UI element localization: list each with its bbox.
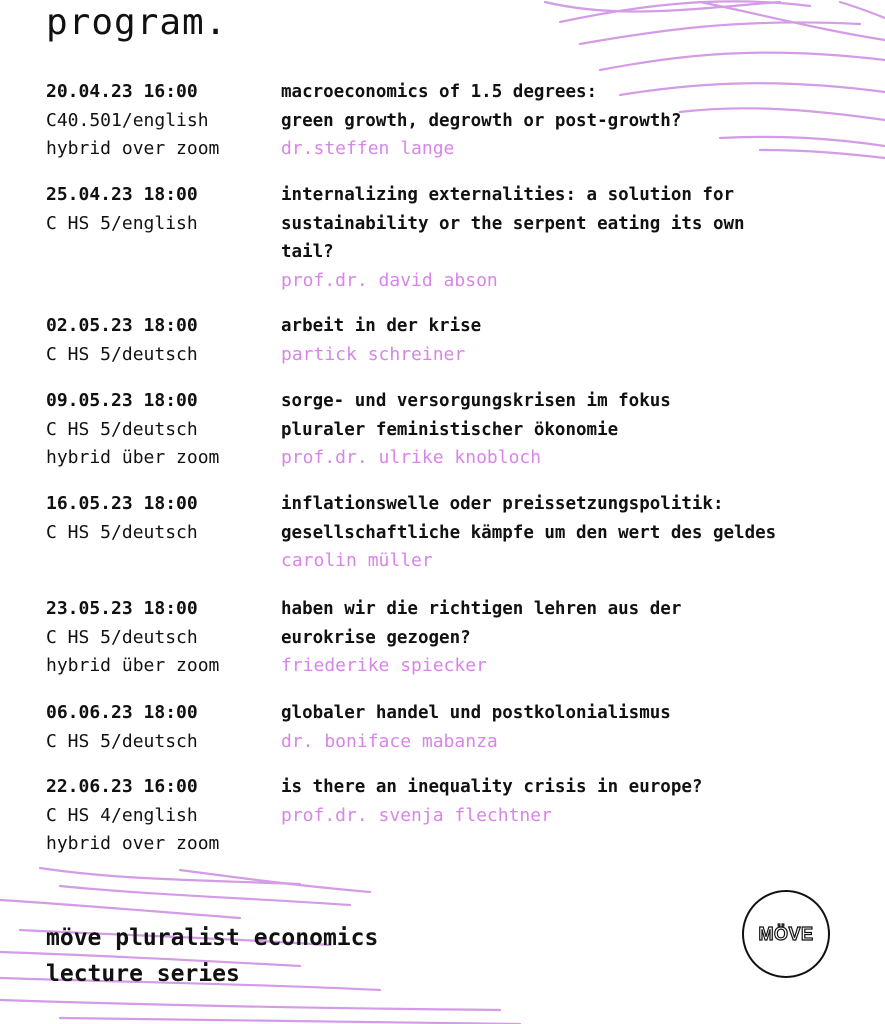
event-date: 25.04.23 18:00 [46,184,198,205]
event-speaker: prof.dr. ulrike knobloch [281,447,542,468]
event-speaker: partick schreiner [281,343,466,365]
series-title-line2: lecture series [46,961,240,987]
event-title-line: inflationswelle oder preissetzungspolitik: [281,494,724,514]
event-date: 23.05.23 18:00 [46,598,198,619]
event-mode: hybrid over zoom [46,138,220,159]
event-room: C HS 5/deutsch [46,521,198,543]
event-mode: hybrid über zoom [46,655,220,676]
series-title [46,920,378,992]
event-title-line: tail? [281,242,334,262]
logo-text: MÖVE [758,923,814,944]
event-date: 06.06.23 18:00 [46,702,198,723]
event-speaker: friederike spiecker [281,655,487,676]
move-logo [742,890,830,978]
event-title-line: eurokrise gezogen? [281,627,471,648]
event-room: C HS 5/deutsch [46,730,198,752]
event-title-line: internalizing externalities: a solution for [281,185,735,205]
event-title-line: arbeit in der krise [281,316,482,336]
event-speaker: prof.dr. svenja flechtner [281,804,552,826]
event-date: 16.05.23 18:00 [46,493,198,514]
event-date: 20.04.23 16:00 [46,81,198,102]
event-date: 02.05.23 18:00 [46,315,198,336]
event-room: C HS 4/english [46,804,198,826]
event-room: C HS 5/deutsch [46,626,198,648]
event-title-line: macroeconomics of 1.5 degrees: [281,82,598,102]
page-title: program. [46,2,228,43]
event-speaker: dr. boniface mabanza [281,730,498,752]
event-mode: hybrid over zoom [46,833,220,854]
event-title-line: sorge- und versorgungskrisen im fokus [281,391,671,411]
event-speaker: prof.dr. david abson [281,269,498,291]
event-room: C HS 5/deutsch [46,343,198,365]
event-speaker: dr.steffen lange [281,138,455,159]
event-title-line: green growth, degrowth or post-growth? [281,110,682,131]
event-title-line: globaler handel und postkolonialismus [281,703,671,723]
event-title-line: pluraler feministischer ökonomie [281,419,619,440]
event-room: C40.501/english [46,109,209,131]
event-title-line: haben wir die richtigen lehren aus der [281,599,682,619]
event-date: 22.06.23 16:00 [46,776,198,797]
event-title-line: gesellschaftliche kämpfe um den wert des geldes [281,522,777,543]
event-date: 09.05.23 18:00 [46,390,198,411]
event-room: C HS 5/english [46,212,198,234]
event-mode: hybrid über zoom [46,447,220,468]
series-title-line1: möve pluralist economics [46,925,379,951]
event-title-line: is there an inequality crisis in europe? [281,777,703,797]
event-title-line: sustainability or the serpent eating its own [281,213,745,234]
event-speaker: carolin müller [281,550,433,571]
event-room: C HS 5/deutsch [46,418,198,440]
